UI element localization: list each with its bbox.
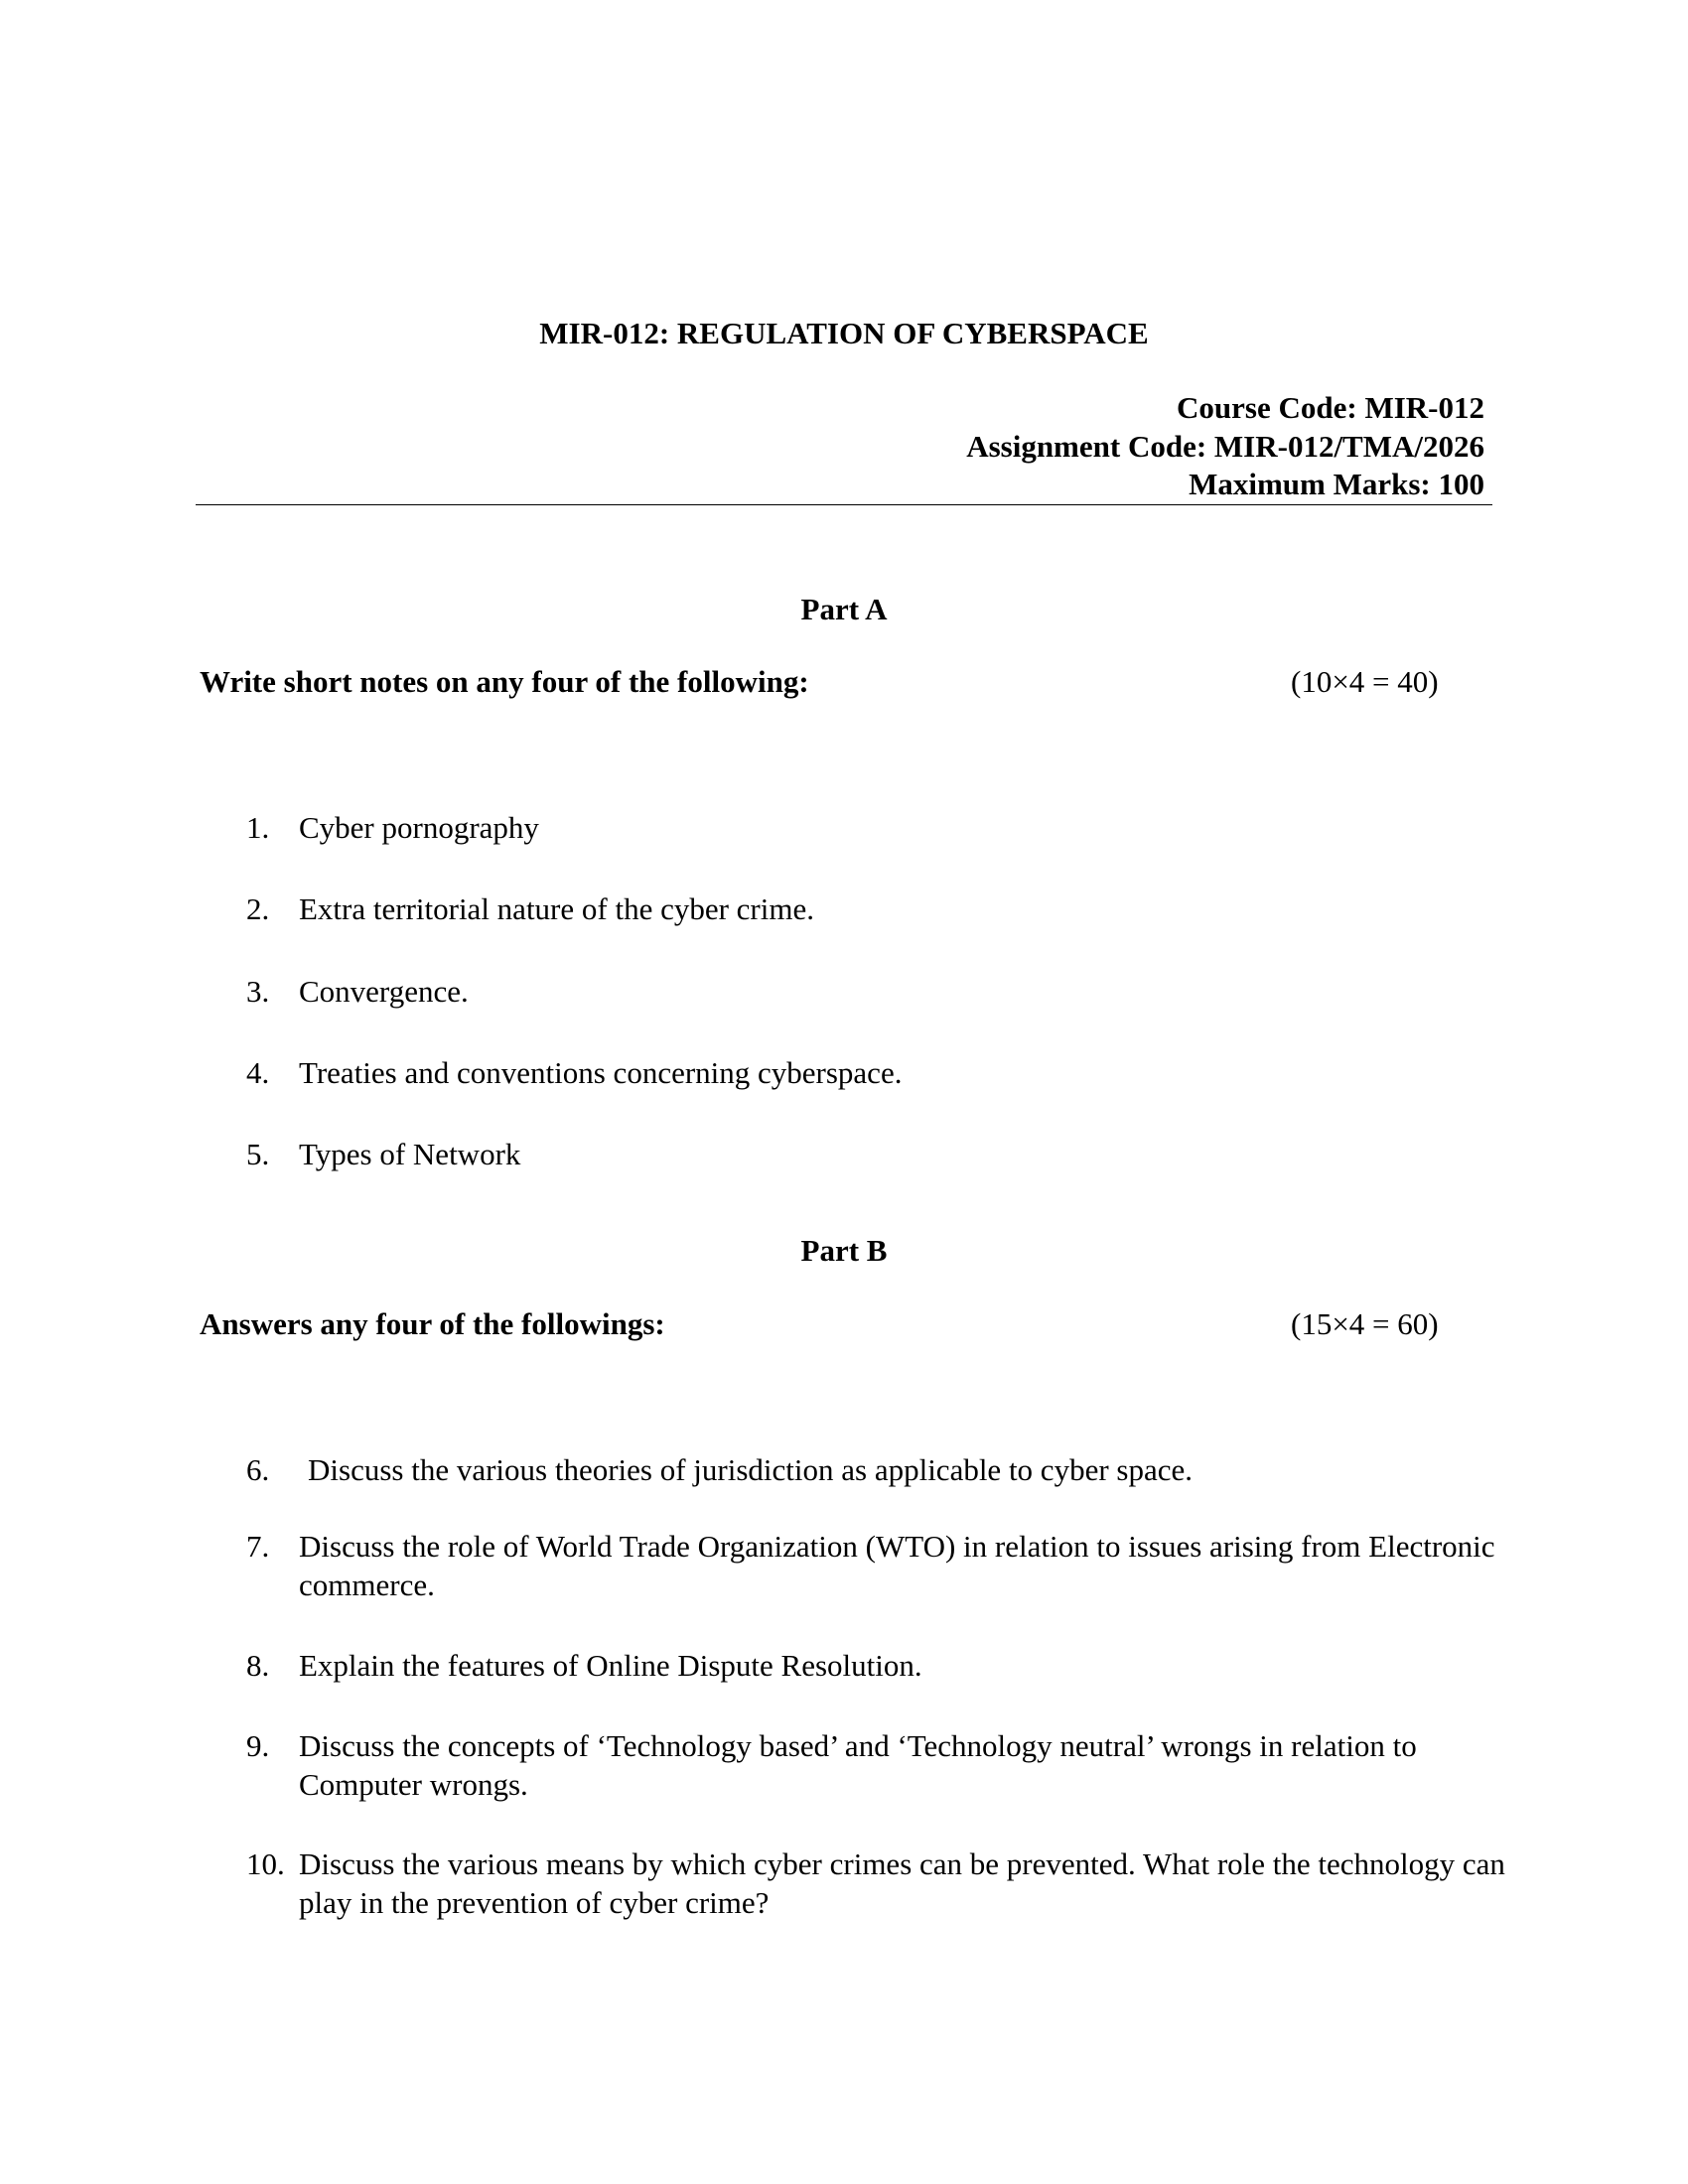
part-a-heading: Part A bbox=[800, 592, 888, 626]
document-title: MIR-012: REGULATION OF CYBERSPACE bbox=[539, 316, 1149, 350]
question-number: 3. bbox=[246, 974, 270, 1009]
question-number: 2. bbox=[246, 891, 270, 926]
question-item bbox=[246, 1136, 1507, 1174]
question-number: 9. bbox=[246, 1728, 270, 1763]
question-number: 10. bbox=[246, 1846, 285, 1881]
question-item bbox=[246, 973, 1507, 1012]
part-b-heading: Part B bbox=[800, 1233, 888, 1268]
question-number: 1. bbox=[246, 810, 270, 845]
question-item bbox=[246, 1451, 1507, 1490]
question-text: Convergence. bbox=[299, 974, 469, 1009]
question-number: 8. bbox=[246, 1648, 270, 1683]
question-item bbox=[246, 1647, 1507, 1686]
part-a-instruction: Write short notes on any four of the following: bbox=[200, 664, 809, 699]
question-text: Explain the features of Online Dispute Resolution. bbox=[299, 1648, 922, 1683]
question-item bbox=[246, 809, 1507, 848]
document-meta bbox=[966, 389, 1484, 504]
question-text: Discuss the concepts of ‘Technology based’ and ‘Technology neutral’ wrongs in relation to Computer wrongs. bbox=[299, 1728, 1417, 1802]
part-a-marks: (10×4 = 40) bbox=[1291, 664, 1439, 699]
question-item bbox=[246, 1845, 1507, 1922]
question-text: Extra territorial nature of the cyber crime. bbox=[299, 891, 814, 926]
question-text: Cyber pornography bbox=[299, 810, 539, 845]
question-number: 5. bbox=[246, 1137, 270, 1171]
question-item bbox=[246, 1054, 1507, 1093]
header-divider bbox=[196, 504, 1492, 505]
question-text: Discuss the various means by which cyber crimes can be prevented. What role the technology can play in the prevention of cyber crime? bbox=[299, 1846, 1505, 1920]
question-number: 6. bbox=[246, 1452, 270, 1487]
question-number: 7. bbox=[246, 1529, 270, 1564]
question-text: Types of Network bbox=[299, 1137, 521, 1171]
maximum-marks: Maximum Marks: 100 bbox=[1189, 467, 1484, 501]
question-text: Discuss the role of World Trade Organization (WTO) in relation to issues arising from Electronic commerce. bbox=[299, 1529, 1495, 1602]
assignment-code: Assignment Code: MIR-012/TMA/2026 bbox=[966, 428, 1484, 464]
question-number: 4. bbox=[246, 1055, 270, 1090]
question-text: Treaties and conventions concerning cyberspace. bbox=[299, 1055, 903, 1090]
question-text: Discuss the various theories of jurisdiction as applicable to cyber space. bbox=[308, 1452, 1193, 1487]
course-code: Course Code: MIR-012 bbox=[1177, 390, 1484, 425]
part-b-instruction: Answers any four of the followings: bbox=[200, 1306, 665, 1341]
question-item bbox=[246, 1727, 1507, 1804]
part-b-marks: (15×4 = 60) bbox=[1291, 1306, 1439, 1341]
question-item bbox=[246, 1528, 1507, 1604]
question-item bbox=[246, 890, 1507, 929]
